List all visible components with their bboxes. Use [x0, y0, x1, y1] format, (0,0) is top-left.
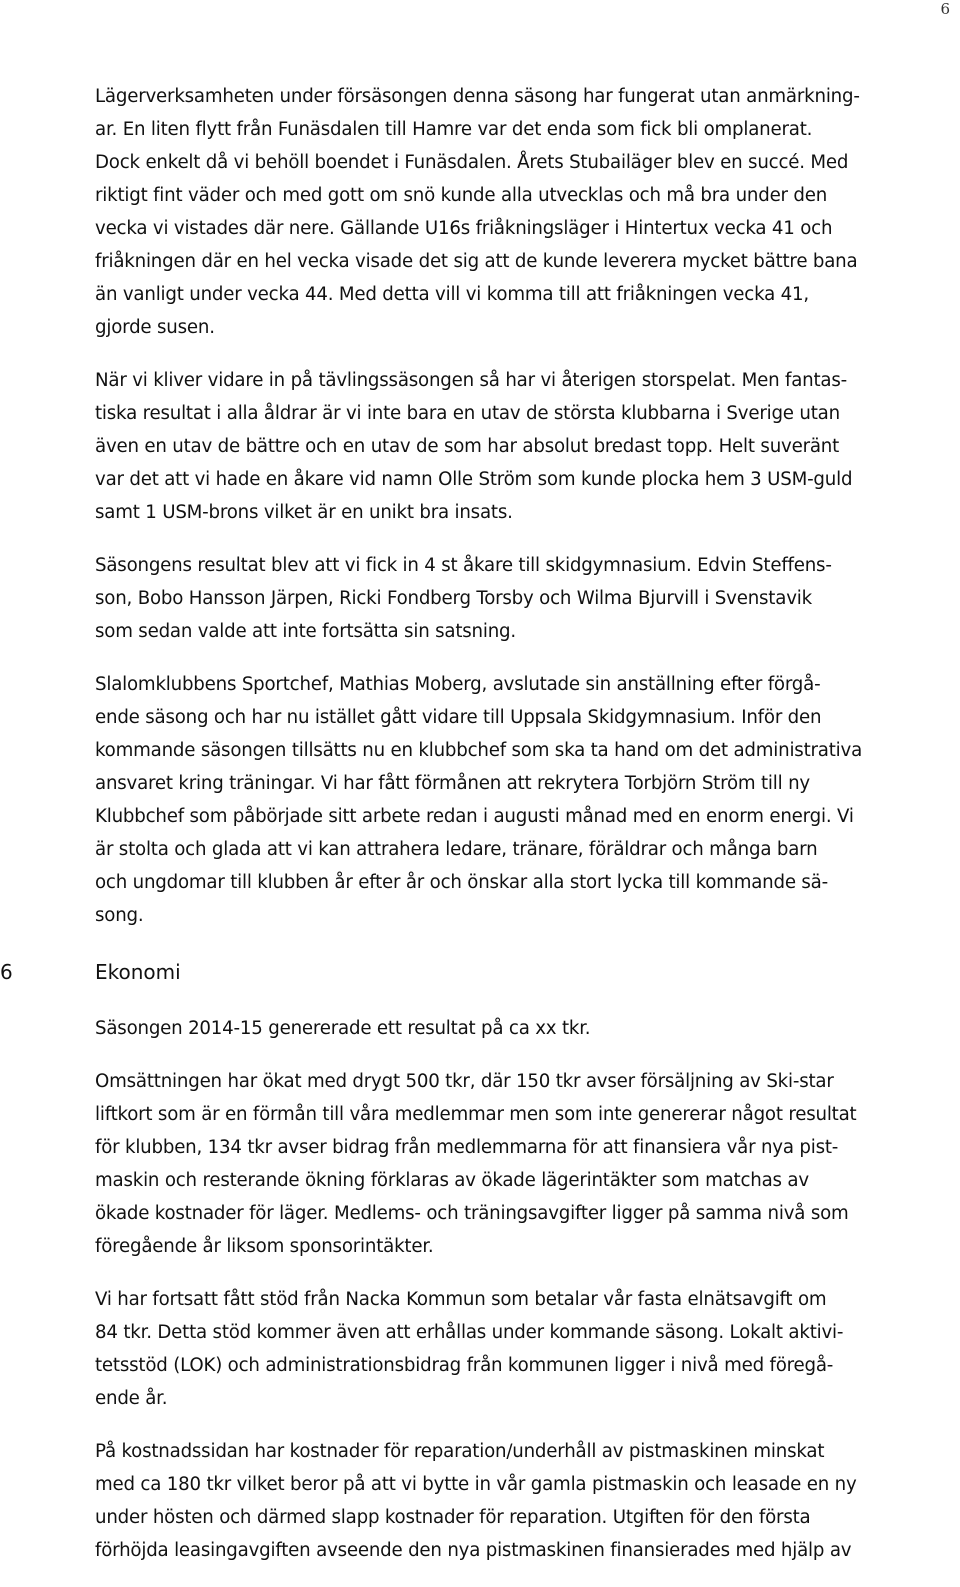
text-line: för klubben, 134 tkr avser bidrag från medlemmarna för att finansiera vår nya pist-	[95, 1137, 839, 1158]
text-line: 84 tkr. Detta stöd kommer även att erhållas under kommande säsong. Lokalt aktivi-	[95, 1322, 844, 1343]
text-line: som sedan valde att inte fortsätta sin satsning.	[95, 621, 516, 642]
paragraph	[95, 549, 955, 648]
paragraph	[95, 1065, 955, 1263]
text-line: riktigt fint väder och med gott om snö kunde alla utvecklas och må bra under den	[95, 185, 828, 206]
text-line: kommande säsongen tillsätts nu en klubbchef som ska ta hand om det administrativa	[95, 740, 863, 761]
text-line: var det att vi hade en åkare vid namn Olle Ström som kunde plocka hem 3 USM-guld	[95, 469, 853, 490]
text-line: Säsongens resultat blev att vi fick in 4 st åkare till skidgymnasium. Edvin Steffens-	[95, 555, 832, 576]
section-heading	[0, 952, 955, 992]
text-line: Vi har fortsatt fått stöd från Nacka Kommun som betalar vår fasta elnätsavgift om	[95, 1289, 827, 1310]
text-line: Lägerverksamheten under försäsongen denna säsong har fungerat utan anmärkning-	[95, 86, 860, 107]
text-line: ende säsong och har nu istället gått vidare till Uppsala Skidgymnasium. Inför den	[95, 707, 822, 728]
paragraph	[95, 364, 955, 529]
text-line: ar. En liten flytt från Funäsdalen till Hamre var det enda som fick bli omplanerat.	[95, 119, 813, 140]
intro-section	[95, 80, 955, 932]
text-line: liftkort som är en förmån till våra medlemmar men som inte genererar något resultat	[95, 1104, 857, 1125]
text-line: friåkningen där en hel vecka visade det sig att de kunde leverera mycket bättre bana	[95, 251, 858, 272]
page-number: 6	[940, 0, 950, 18]
text-line: tiska resultat i alla åldrar är vi inte bara en utav de största klubbarna i Sverige utan	[95, 403, 840, 424]
section-number: 6	[0, 960, 13, 984]
text-line: När vi kliver vidare in på tävlingssäsongen så har vi återigen storspelat. Men fantas-	[95, 370, 847, 391]
text-line: son, Bobo Hansson Järpen, Ricki Fondberg Torsby och Wilma Bjurvill i Svenstavik	[95, 588, 812, 609]
text-line: Slalomklubbens Sportchef, Mathias Moberg, avslutade sin anställning efter förgå-	[95, 674, 821, 695]
text-line: förhöjda leasingavgiften avseende den nya pistmaskinen finansierades med hjälp av	[95, 1540, 852, 1561]
text-line: maskin och resterande ökning förklaras av ökade lägerintäkter som matchas av	[95, 1170, 809, 1191]
text-line: Säsongen 2014-15 genererade ett resultat på ca xx tkr.	[95, 1018, 591, 1039]
text-line: ansvaret kring träningar. Vi har fått förmånen att rekrytera Torbjörn Ström till ny	[95, 773, 810, 794]
text-line: Dock enkelt då vi behöll boendet i Funäsdalen. Årets Stubailäger blev en succé. Med	[95, 152, 849, 173]
text-line: ökade kostnader för läger. Medlems- och träningsavgifter ligger på samma nivå som	[95, 1203, 849, 1224]
text-line: även en utav de bättre och en utav de som har absolut bredast topp. Helt suveränt	[95, 436, 840, 457]
section-title: Ekonomi	[95, 960, 181, 984]
text-line: song.	[95, 905, 144, 926]
document-body	[0, 80, 955, 1587]
text-line: På kostnadssidan har kostnader för reparation/underhåll av pistmaskinen minskat	[95, 1441, 825, 1462]
paragraph	[95, 1283, 955, 1415]
paragraph	[95, 80, 955, 344]
text-line: och ungdomar till klubben år efter år och önskar alla stort lycka till kommande sä-	[95, 872, 828, 893]
text-line: tetsstöd (LOK) och administrationsbidrag från kommunen ligger i nivå med föregå-	[95, 1355, 834, 1376]
text-line: än vanligt under vecka 44. Med detta vill vi komma till att friåkningen vecka 41,	[95, 284, 809, 305]
text-line: under hösten och därmed slapp kostnader för reparation. Utgiften för den första	[95, 1507, 811, 1528]
text-line: ende år.	[95, 1388, 168, 1409]
text-line: med ca 180 tkr vilket beror på att vi bytte in vår gamla pistmaskin och leasade en ny	[95, 1474, 857, 1495]
paragraph	[95, 1435, 955, 1567]
paragraph	[95, 668, 955, 932]
ekonomi-section	[95, 1012, 955, 1567]
text-line: samt 1 USM-brons vilket är en unikt bra insats.	[95, 502, 513, 523]
text-line: vecka vi vistades där nere. Gällande U16s friåkningsläger i Hintertux vecka 41 och	[95, 218, 833, 239]
paragraph	[95, 1012, 955, 1045]
text-line: Omsättningen har ökat med drygt 500 tkr, där 150 tkr avser försäljning av Ski-star	[95, 1071, 834, 1092]
text-line: gjorde susen.	[95, 317, 215, 338]
text-line: föregående år liksom sponsorintäkter.	[95, 1236, 434, 1257]
text-line: är stolta och glada att vi kan attrahera ledare, tränare, föräldrar och många barn	[95, 839, 818, 860]
text-line: Klubbchef som påbörjade sitt arbete redan i augusti månad med en enorm energi. Vi	[95, 806, 854, 827]
